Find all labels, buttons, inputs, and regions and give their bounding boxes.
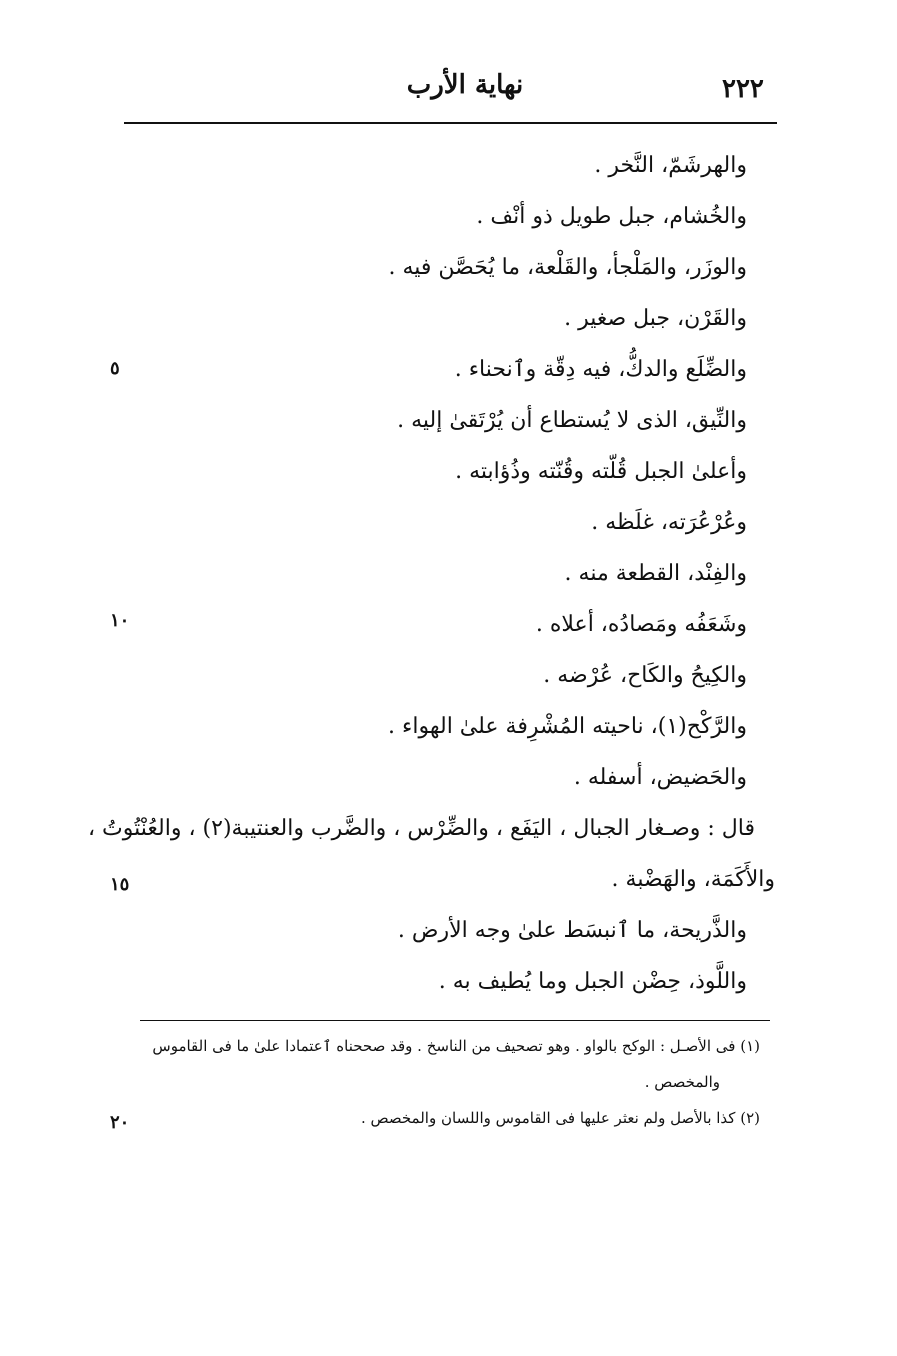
text-line: والذَّريحة، ما ٱنبسَط علىٰ وجه الأرض .: [397, 918, 747, 943]
footnotes: [140, 1028, 760, 1136]
text-line: والنِّيق، الذى لا يُستطاع أن يُرْتَقىٰ إليه .: [397, 408, 747, 433]
text-line: والضِّلَع والدكُّ، فيه دِقّة وٱنحناء .: [454, 357, 747, 382]
text-line: وشَعَفُه ومَصادُه، أعلاه .: [535, 612, 747, 637]
text-line: والفِنْد، القطعة منه .: [564, 561, 747, 586]
margin-line-number: ٥: [110, 358, 120, 379]
footnote-rule: [140, 1020, 770, 1021]
text-line: والرَّكْح(١)، ناحيته المُشْرِفة علىٰ الهواء .: [388, 714, 747, 739]
running-title: نهاية الأرب: [406, 70, 524, 100]
margin-line-number: ١٥: [110, 874, 130, 895]
text-line: والقَرْن، جبل صغير .: [564, 306, 747, 331]
text-line: والحَضيض، أسفله .: [573, 765, 747, 790]
footnote-1: (١) فى الأصـل : الوكح بالواو . وهو تصحيف من الناسخ . وقد صححناه ٱعتمادا علىٰ ما فى القاموس: [152, 1037, 760, 1055]
text-line: قال : وصـغار الجبال ، اليَفَع ، والضِّرْس ، والضَّرب والعنتيبة(٢) ، والعُنْتُوتُ ،: [87, 816, 755, 841]
text-line: واللَّوذ، حِضْن الجبل وما يُطيف به .: [438, 969, 747, 994]
header-rule: [124, 122, 777, 124]
text-line: وأعلىٰ الجبل قُلّته وقُنّته وذُؤابته .: [455, 459, 747, 484]
footnote-1-continuation: والمخصص .: [644, 1073, 720, 1091]
text-line: وعُرْعُرَته، غلَظه .: [591, 510, 747, 535]
body-text: [87, 140, 775, 1007]
page-number: ٢٢٢: [722, 74, 764, 104]
text-line: والهرشَمّ، النَّخر .: [594, 153, 747, 178]
text-line: والوزَر، والمَلْجأ، والقَلْعة، ما يُحَصَّن فيه .: [388, 255, 747, 280]
margin-line-number: ١٠: [110, 610, 130, 631]
text-line: والخُشام، جبل طويل ذو أنْف .: [476, 204, 747, 229]
footnote-2: (٢) كذا بالأصل ولم نعثر عليها فى القاموس واللسان والمخصص .: [360, 1109, 760, 1127]
text-line: والأَكَمَة، والهَضْبة .: [611, 867, 775, 892]
margin-line-number: ٢٠: [110, 1112, 130, 1133]
text-line: والكِيحُ والكَاح، عُرْضه .: [543, 663, 747, 688]
